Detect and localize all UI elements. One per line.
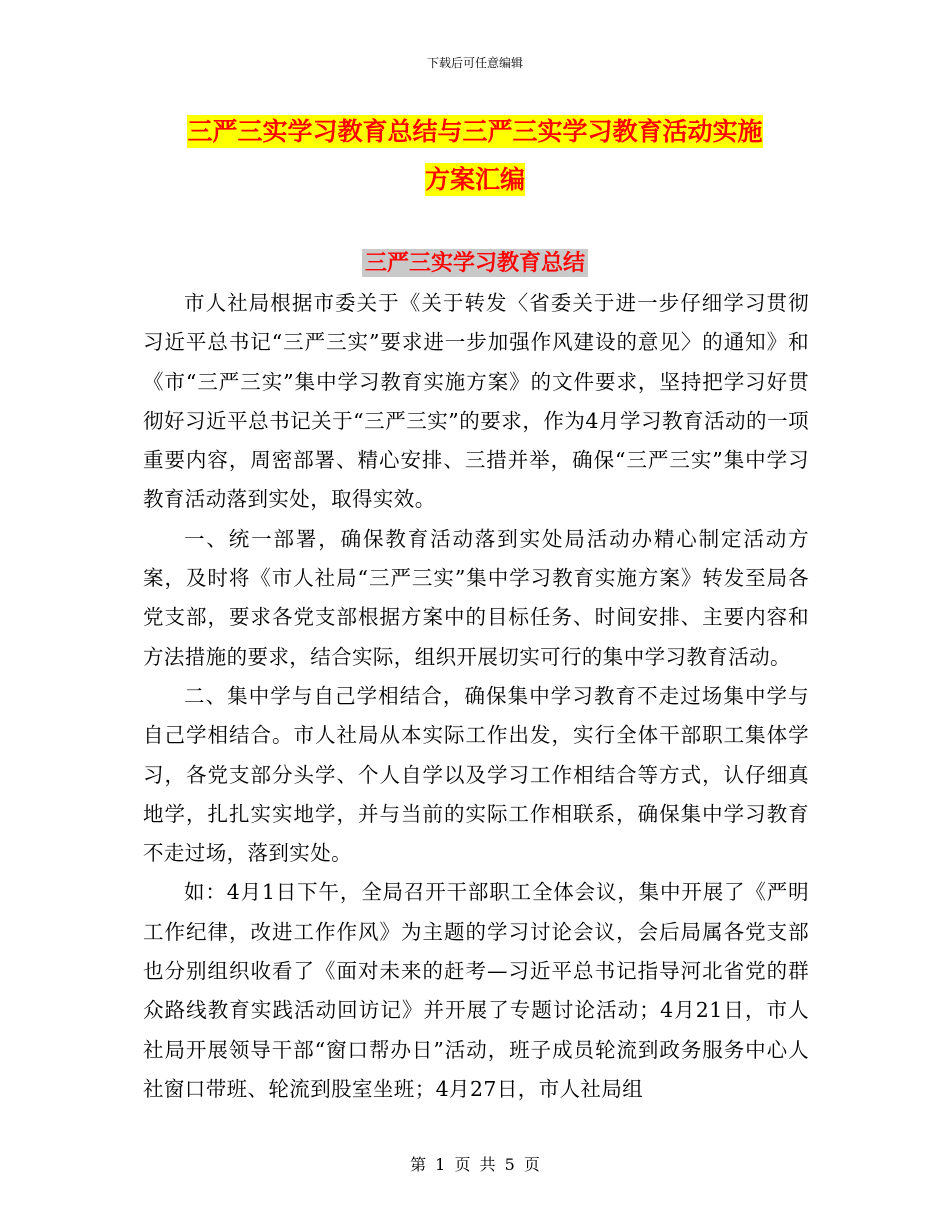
body-paragraph-1: 市人社局根据市委关于《关于转发〈省委关于进一步仔细学习贯彻习近平总书记“三严三实”要求进一步加强作风建设的意见〉的通知》和《市“三严三实”集中学习教育实施方案》的文件要求，坚持把学习好贯彻好习近平总书记关于“三严三实”的要求，作为4月学习教育活动的一项重要内容，周密部署、精心安排、三措并举，确保“三严三实”集中学习教育活动落到实处，取得实效。	[143, 291, 809, 512]
page-header-note: 下载后可任意编辑	[426, 56, 523, 70]
body-paragraph-2: 一、统一部署，确保教育活动落到实处局活动办精心制定活动方案，及时将《市人社局“三严三实”集中学习教育实施方案》转发至局各党支部，要求各党支部根据方案中的目标任务、时间安排、主要内容和方法措施的要求，结合实际，组织开展切实可行的集中学习教育活动。	[143, 526, 809, 669]
section-heading-text: 三严三实学习教育总结	[362, 249, 588, 277]
section-heading	[0, 246, 950, 280]
document-title	[150, 108, 800, 204]
document-body	[143, 284, 809, 1109]
body-paragraph-4: 如：4月1日下午，全局召开干部职工全体会议，集中开展了《严明工作纪律，改进工作作风》为主题的学习讨论会议，会后局属各党支部也分别组织收看了《面对未来的赶考—习近平总书记指导河北省党的群众路线教育实践活动回访记》并开展了专题讨论活动；4月21日，市人社局开展领导干部“窗口帮办日”活动，班子成员轮流到政务服务中心人社窗口带班、轮流到股室坐班；4月27日，市人社局组	[143, 880, 809, 1101]
body-paragraph-3: 二、集中学与自己学相结合，确保集中学习教育不走过场集中学与自己学相结合。市人社局从本实际工作出发，实行全体干部职工集体学习，各党支部分头学、个人自学以及学习工作相结合等方式，认仔细真地学，扎扎实实地学，并与当前的实际工作相联系，确保集中学习教育不走过场，落到实处。	[143, 683, 809, 866]
document-title-line-2: 方案汇编	[424, 165, 525, 194]
page-footer-page-number: 第 1 页 共 5 页	[410, 1155, 540, 1174]
document-title-line-1: 三严三实学习教育总结与三严三实学习教育活动实施	[187, 117, 763, 146]
